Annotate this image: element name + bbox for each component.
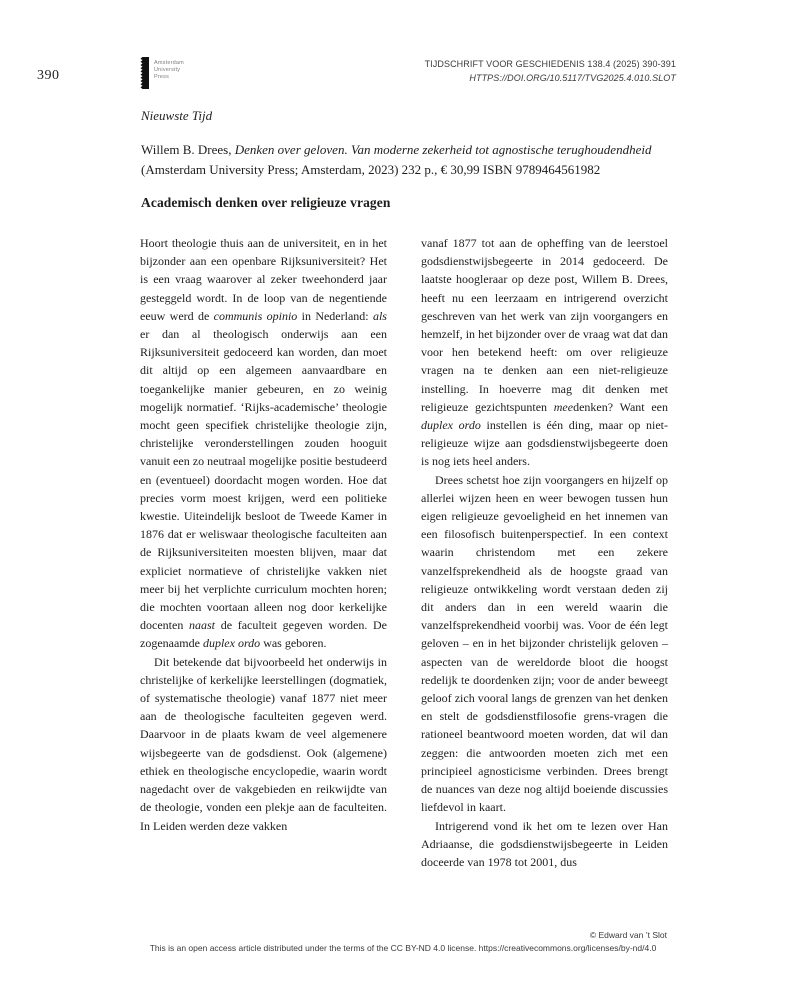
body-column-left [140, 234, 387, 835]
paragraph: vanaf 1877 tot aan de opheffing van de leerstoel godsdienstwijsbegeerte in 2014 gedoceerd. De laatste hoogleraar op deze post, Willem B. Drees, heeft nu een leerzaam en intrigerend overzicht geschreven van het werk van zijn voorgangers en hemzelf, in het bijzonder over de vraag wat dat dan voor hen betekend heeft: om over religieuze vragen na te denken aan een niet-religieuze instelling. In hoeverre mag dit denken met religieuze gezichtspunten meedenken? Want een duplex ordo instellen is één ding, maar op niet-religieuze wijze aan godsdienstwijsbegeerte doen is nog iets heel anders. [421, 236, 668, 469]
aup-logo-line: Press [154, 74, 170, 80]
aup-logo [140, 57, 184, 89]
page-number: 390 [37, 68, 60, 83]
paragraph: Intrigerend vond ik het om te lezen over Han Adriaanse, die godsdienstwijsbegeerte in Leiden doceerde van 1978 tot 2001, dus [421, 818, 668, 869]
book-citation [141, 140, 681, 180]
paragraph: Dit betekende dat bijvoorbeeld het onderwijs in christelijke of kerkelijke leerstellingen (dogmatiek, of systematische theologie) vanaf 1877 niet meer aan de theologische faculteiten gegeven werd. Daarvoor in de plaats kwam de veel algemenere wijsbegeerte van de godsdienst. Ook (algemene) ethiek en theologische encyclopedie, waarin wordt nagedacht over de vakgebieden en reikwijdte van de theologie, vonden een plekje aan de faculteiten. In Leiden werden deze vakken [140, 654, 387, 833]
journal-issue-line: TIJDSCHRIFT VOOR GESCHIEDENIS 138.4 (2025) 390-391 [424, 59, 676, 69]
doi-line: HTTPS://DOI.ORG/10.5117/TVG2025.4.010.SLOT [469, 72, 676, 83]
journal-header [425, 58, 676, 85]
aup-logo-line: Amsterdam [154, 60, 184, 66]
section-label: Nieuwste Tijd [141, 108, 213, 123]
body-column-right [421, 234, 668, 871]
review-title: Academisch denken over religieuze vragen [141, 195, 391, 210]
paragraph: Hoort theologie thuis aan de universiteit, en in het bijzonder aan een openbare Rijksuniversiteit? Het is een vraag waarover al zeker tweehonderd jaar gesteggeld wordt. In de loop van de negentiende eeuw werd de communis opinio in Nederland: als er dan al theologisch onderwijs aan een Rijksuniversiteit gedoceerd kan worden, dan moet dit altijd op een algemeen aanvaardbare en toegankelijke manier gebeuren, en zo weinig mogelijk normatief. ‘Rijks-academische’ theologie mocht geen specifiek christelijke theologie zijn, christelijke veronderstellingen zouden hooguit vanuit een zo neutraal mogelijke positie bestudeerd en (eventueel) doordacht mogen worden. Hoe dat precies vorm moest krijgen, werd een politieke kwestie. Uiteindelijk besloot de Tweede Kamer in 1876 dat er weliswaar theologische faculteiten aan de Rijksuniversiteiten moesten blijven, maar dat expliciet normatieve of christelijke vakken niet meer bij het verplichte curriculum mochten horen; die mochten voortaan alleen nog door kerkelijke docenten naast de faculteit gegeven worden. De zogenaamde duplex ordo was geboren. [140, 236, 387, 651]
aup-logo-line: University [154, 67, 181, 73]
license-notice: This is an open access article distributed under the terms of the CC BY-ND 4.0 license. https://creativecommons.org/licenses/by-nd/4.0 [149, 943, 657, 953]
paragraph: Willem B. Drees, Denken over geloven. Van moderne zekerheid tot agnostische terughoudendheid (Amsterdam University Press; Amsterdam, 2023) 232 p., € 30,99 ISBN 9789464561982 [141, 142, 652, 177]
paragraph: Drees schetst hoe zijn voorgangers en hijzelf op allerlei wijzen heen en weer bewogen tussen hun eigen religieuze gevoeligheid en het innemen van een filosofisch buitenperspectief. In een context waarin christendom met een zekere vanzelfsprekendheid als de hoogste graad van religieuze ontwikkeling wordt verstaan deden zij dit anders dan in een wereld waarin die vanzelfsprekendheid voorbij was. Voor de één legt geloven – en in het bijzonder christelijk geloven – aspecten van de wereldorde bloot die hoogst redelijk te doordenken zijn; voor de ander beweegt geloof zich vooral langs de grenzen van het denken en stelt de godsdienstfilosofie grens-vragen die rationeel beantwoord moeten worden, dat wil dan zeggen: die antwoorden moeten zich met een principieel agnosticisme verbinden. Drees brengt de nuances van deze nog altijd boeiende discussies liefdevol in kaart. [421, 472, 668, 815]
copyright-notice: © Edward van ’t Slot [589, 930, 667, 940]
aup-logo-icon [140, 57, 149, 89]
aup-logo-text [154, 60, 184, 81]
